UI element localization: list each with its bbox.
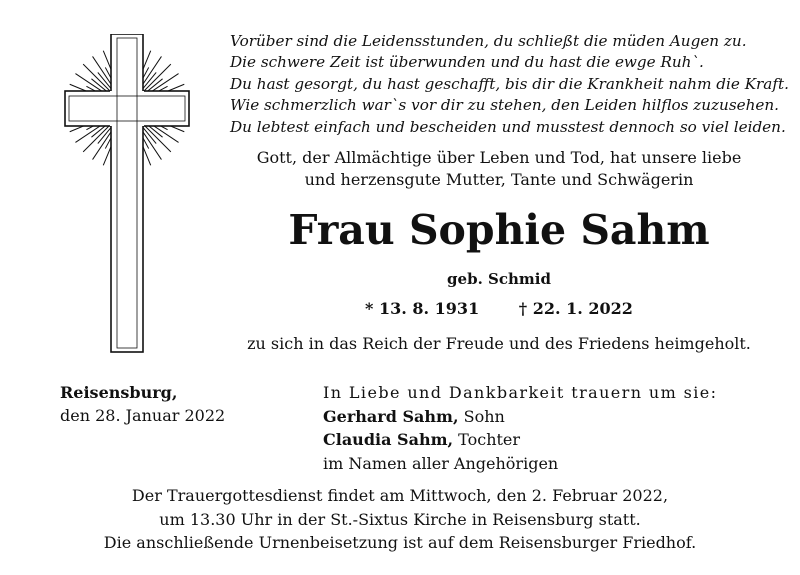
mourner-entry	[323, 405, 717, 429]
poem-line: Du hast gesorgt, du hast geschafft, bis dir die Krankheit nahm die Kraft.	[230, 74, 789, 93]
birth-date: * 13. 8. 1931	[365, 299, 480, 318]
service-line: Der Trauergottesdienst findet am Mittwoch, den 2. Februar 2022,	[131, 486, 669, 505]
place-and-date	[60, 381, 225, 427]
announcement-outro: zu sich in das Reich der Freude und des Friedens heimgeholt.	[247, 334, 751, 353]
place-date: den 28. Januar 2022	[60, 406, 226, 425]
mourner-relation: Tochter	[453, 430, 521, 449]
poem-line: Vorüber sind die Leidensstunden, du schließt die müden Augen zu.	[230, 32, 747, 50]
service-line: Die anschließende Urnenbeisetzung ist auf dem Reisensburger Friedhof.	[103, 533, 697, 552]
mourner-relation: Sohn	[458, 406, 505, 426]
mourners-block	[323, 381, 717, 475]
mourners-heading: In Liebe und Dankbarkeit trauern um sie:	[323, 383, 718, 402]
announcement-intro	[230, 147, 768, 191]
death-date: † 22. 1. 2022	[518, 299, 633, 318]
place-city: Reisensburg,	[60, 383, 178, 402]
mourner-name: Claudia Sahm,	[323, 430, 454, 449]
service-line: um 13.30 Uhr in der St.-Sixtus Kirche in Reisensburg statt.	[159, 509, 641, 529]
life-dates	[230, 299, 768, 318]
intro-line: Gott, der Allmächtige über Leben und Tod, hat unsere liebe	[256, 148, 742, 167]
deceased-name: Frau Sophie Sahm	[288, 206, 710, 254]
cross-graphic	[55, 34, 205, 554]
intro-line: und herzensgute Mutter, Tante und Schwägerin	[304, 170, 694, 189]
service-info	[20, 484, 780, 555]
poem-line: Die schwere Zeit ist überwunden und du hast die ewge Ruh`.	[230, 53, 704, 72]
birth-name: geb. Schmid	[447, 270, 551, 288]
memorial-poem	[230, 31, 790, 138]
mourners-closing: im Namen aller Angehörigen	[323, 453, 559, 473]
mourner-name: Gerhard Sahm,	[323, 406, 459, 426]
radiant-cross-icon	[55, 34, 205, 558]
poem-line: Wie schmerzlich war`s vor dir zu stehen, den Leiden hilflos zuzusehen.	[230, 96, 779, 115]
mourner-entry	[323, 428, 717, 452]
poem-line: Du lebtest einfach und bescheiden und musstest dennoch so viel leiden.	[230, 117, 786, 136]
